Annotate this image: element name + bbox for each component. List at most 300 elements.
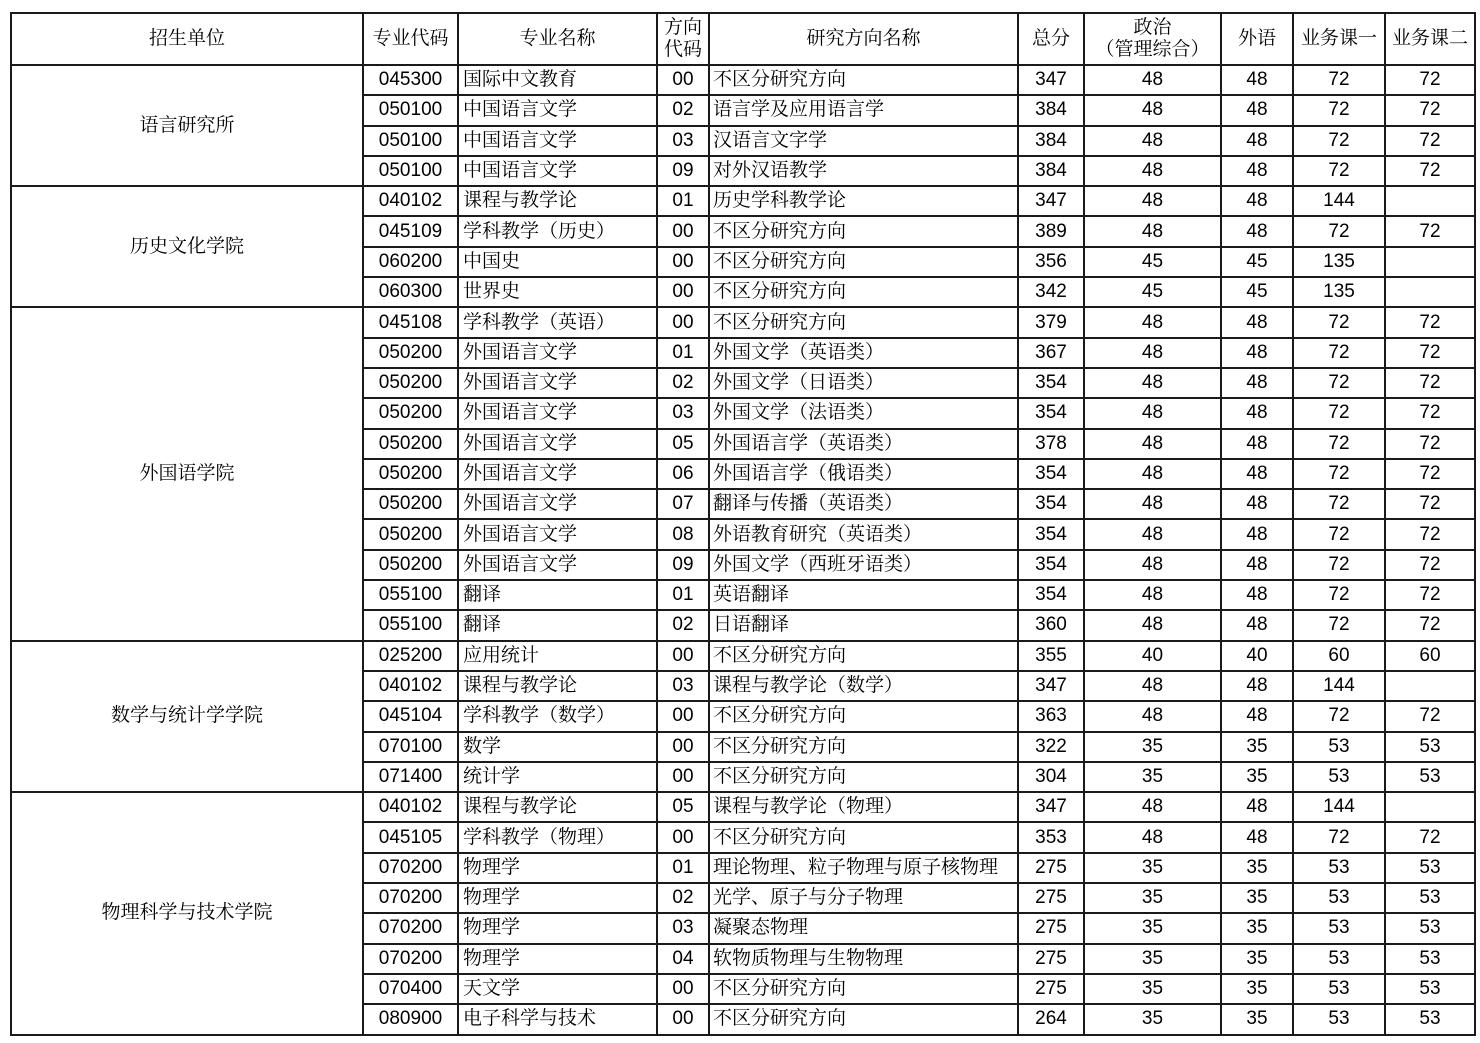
course2-score-cell: 72 (1385, 126, 1475, 156)
foreign-language-score-cell: 48 (1221, 126, 1293, 156)
foreign-language-score-cell: 48 (1221, 307, 1293, 337)
major-code-cell: 060300 (363, 277, 458, 307)
direction-name-cell: 课程与教学论（数学） (709, 671, 1018, 701)
direction-name-cell: 对外汉语教学 (709, 156, 1018, 186)
major-name-cell: 翻译 (458, 610, 657, 640)
course1-score-cell: 53 (1293, 732, 1385, 762)
direction-code-cell: 03 (657, 398, 709, 428)
politics-score-cell: 35 (1084, 974, 1221, 1004)
foreign-language-score-cell: 35 (1221, 853, 1293, 883)
politics-score-cell: 45 (1084, 247, 1221, 277)
total-score-cell: 275 (1018, 944, 1084, 974)
politics-score-cell: 48 (1084, 489, 1221, 519)
course2-score-cell: 53 (1385, 913, 1475, 943)
foreign-language-score-cell: 48 (1221, 216, 1293, 246)
politics-score-cell: 48 (1084, 671, 1221, 701)
politics-score-cell: 48 (1084, 126, 1221, 156)
major-name-cell: 应用统计 (458, 641, 657, 671)
politics-score-cell: 35 (1084, 762, 1221, 792)
foreign-language-score-cell: 48 (1221, 429, 1293, 459)
major-code-cell: 070100 (363, 732, 458, 762)
direction-name-cell: 不区分研究方向 (709, 65, 1018, 95)
direction-name-cell: 外国文学（日语类） (709, 368, 1018, 398)
major-code-cell: 080900 (363, 1004, 458, 1034)
course1-score-cell: 72 (1293, 580, 1385, 610)
politics-score-cell: 48 (1084, 701, 1221, 731)
foreign-language-score-cell: 35 (1221, 1004, 1293, 1034)
table-row (11, 641, 1475, 671)
major-name-cell: 天文学 (458, 974, 657, 1004)
total-score-cell: 275 (1018, 913, 1084, 943)
course2-score-cell: 53 (1385, 974, 1475, 1004)
total-score-cell: 275 (1018, 853, 1084, 883)
major-code-cell: 045104 (363, 701, 458, 731)
major-name-cell: 物理学 (458, 913, 657, 943)
direction-name-cell: 外国语言学（俄语类） (709, 459, 1018, 489)
major-code-cell: 070200 (363, 913, 458, 943)
total-score-cell: 367 (1018, 338, 1084, 368)
direction-name-cell: 外国语言学（英语类） (709, 429, 1018, 459)
course2-score-cell: 72 (1385, 519, 1475, 549)
major-name-cell: 中国语言文学 (458, 95, 657, 125)
course2-score-cell: 72 (1385, 307, 1475, 337)
header-politics-line2: （管理综合） (1095, 39, 1210, 60)
direction-code-cell: 00 (657, 701, 709, 731)
politics-score-cell: 48 (1084, 216, 1221, 246)
total-score-cell: 264 (1018, 1004, 1084, 1034)
direction-name-cell: 凝聚态物理 (709, 913, 1018, 943)
direction-name-cell: 历史学科教学论 (709, 186, 1018, 216)
major-code-cell: 070200 (363, 853, 458, 883)
header-direction-code-line1: 方向 (663, 17, 702, 38)
politics-score-cell: 48 (1084, 156, 1221, 186)
header-total: 总分 (1018, 13, 1084, 65)
course2-score-cell: 72 (1385, 429, 1475, 459)
direction-code-cell: 00 (657, 974, 709, 1004)
direction-code-cell: 09 (657, 156, 709, 186)
direction-name-cell: 英语翻译 (709, 580, 1018, 610)
direction-name-cell: 不区分研究方向 (709, 822, 1018, 852)
course1-score-cell: 72 (1293, 307, 1385, 337)
politics-score-cell: 48 (1084, 429, 1221, 459)
total-score-cell: 354 (1018, 368, 1084, 398)
header-direction-code (657, 13, 709, 65)
politics-score-cell: 40 (1084, 641, 1221, 671)
direction-name-cell: 外语教育研究（英语类） (709, 519, 1018, 549)
course1-score-cell: 72 (1293, 65, 1385, 95)
direction-code-cell: 06 (657, 459, 709, 489)
course2-score-cell: 53 (1385, 883, 1475, 913)
major-name-cell: 电子科学与技术 (458, 1004, 657, 1034)
politics-score-cell: 48 (1084, 580, 1221, 610)
major-code-cell: 055100 (363, 580, 458, 610)
major-name-cell: 课程与教学论 (458, 671, 657, 701)
course1-score-cell: 72 (1293, 459, 1385, 489)
direction-code-cell: 00 (657, 762, 709, 792)
course2-score-cell: 53 (1385, 853, 1475, 883)
course1-score-cell: 72 (1293, 156, 1385, 186)
course1-score-cell: 60 (1293, 641, 1385, 671)
major-code-cell: 070400 (363, 974, 458, 1004)
major-code-cell: 045300 (363, 65, 458, 95)
course1-score-cell: 72 (1293, 519, 1385, 549)
course1-score-cell: 72 (1293, 126, 1385, 156)
major-name-cell: 外国语言文学 (458, 398, 657, 428)
foreign-language-score-cell: 48 (1221, 550, 1293, 580)
direction-code-cell: 02 (657, 368, 709, 398)
major-code-cell: 050200 (363, 459, 458, 489)
major-code-cell: 050200 (363, 338, 458, 368)
politics-score-cell: 48 (1084, 550, 1221, 580)
direction-code-cell: 00 (657, 65, 709, 95)
foreign-language-score-cell: 48 (1221, 338, 1293, 368)
foreign-language-score-cell: 48 (1221, 580, 1293, 610)
direction-name-cell: 不区分研究方向 (709, 641, 1018, 671)
direction-code-cell: 03 (657, 671, 709, 701)
direction-code-cell: 00 (657, 216, 709, 246)
major-name-cell: 外国语言文学 (458, 429, 657, 459)
direction-code-cell: 07 (657, 489, 709, 519)
politics-score-cell: 35 (1084, 853, 1221, 883)
direction-name-cell: 外国文学（英语类） (709, 338, 1018, 368)
course1-score-cell: 144 (1293, 186, 1385, 216)
foreign-language-score-cell: 35 (1221, 913, 1293, 943)
foreign-language-score-cell: 48 (1221, 186, 1293, 216)
direction-name-cell: 理论物理、粒子物理与原子核物理 (709, 853, 1018, 883)
direction-code-cell: 03 (657, 913, 709, 943)
course2-score-cell: 72 (1385, 580, 1475, 610)
major-code-cell: 050200 (363, 550, 458, 580)
major-code-cell: 050200 (363, 368, 458, 398)
course2-score-cell (1385, 277, 1475, 307)
foreign-language-score-cell: 35 (1221, 732, 1293, 762)
header-unit: 招生单位 (11, 13, 363, 65)
foreign-language-score-cell: 48 (1221, 701, 1293, 731)
course2-score-cell: 72 (1385, 701, 1475, 731)
major-name-cell: 学科教学（数学） (458, 701, 657, 731)
politics-score-cell: 35 (1084, 1004, 1221, 1034)
course2-score-cell: 72 (1385, 338, 1475, 368)
major-code-cell: 040102 (363, 186, 458, 216)
direction-name-cell: 外国文学（法语类） (709, 398, 1018, 428)
course2-score-cell (1385, 792, 1475, 822)
direction-code-cell: 03 (657, 126, 709, 156)
course2-score-cell (1385, 247, 1475, 277)
major-name-cell: 国际中文教育 (458, 65, 657, 95)
course2-score-cell: 72 (1385, 610, 1475, 640)
course1-score-cell: 72 (1293, 429, 1385, 459)
direction-code-cell: 00 (657, 822, 709, 852)
header-direction-name: 研究方向名称 (709, 13, 1018, 65)
direction-name-cell: 软物质物理与生物物理 (709, 944, 1018, 974)
direction-code-cell: 09 (657, 550, 709, 580)
direction-code-cell: 05 (657, 429, 709, 459)
politics-score-cell: 35 (1084, 944, 1221, 974)
major-name-cell: 课程与教学论 (458, 186, 657, 216)
direction-code-cell: 00 (657, 1004, 709, 1034)
header-row (11, 13, 1475, 65)
foreign-language-score-cell: 48 (1221, 519, 1293, 549)
direction-code-cell: 01 (657, 186, 709, 216)
course1-score-cell: 135 (1293, 247, 1385, 277)
major-code-cell: 050100 (363, 156, 458, 186)
politics-score-cell: 48 (1084, 519, 1221, 549)
politics-score-cell: 48 (1084, 398, 1221, 428)
course2-score-cell: 53 (1385, 762, 1475, 792)
course2-score-cell: 72 (1385, 459, 1475, 489)
course1-score-cell: 72 (1293, 550, 1385, 580)
major-name-cell: 物理学 (458, 853, 657, 883)
course1-score-cell: 135 (1293, 277, 1385, 307)
course1-score-cell: 53 (1293, 853, 1385, 883)
total-score-cell: 360 (1018, 610, 1084, 640)
major-name-cell: 物理学 (458, 883, 657, 913)
major-name-cell: 学科教学（物理） (458, 822, 657, 852)
total-score-cell: 363 (1018, 701, 1084, 731)
foreign-language-score-cell: 48 (1221, 792, 1293, 822)
direction-code-cell: 04 (657, 944, 709, 974)
foreign-language-score-cell: 48 (1221, 671, 1293, 701)
direction-name-cell: 语言学及应用语言学 (709, 95, 1018, 125)
major-code-cell: 050200 (363, 398, 458, 428)
course2-score-cell: 72 (1385, 398, 1475, 428)
total-score-cell: 354 (1018, 519, 1084, 549)
major-name-cell: 数学 (458, 732, 657, 762)
course1-score-cell: 53 (1293, 883, 1385, 913)
politics-score-cell: 35 (1084, 883, 1221, 913)
direction-code-cell: 00 (657, 641, 709, 671)
total-score-cell: 384 (1018, 126, 1084, 156)
course2-score-cell: 72 (1385, 216, 1475, 246)
total-score-cell: 378 (1018, 429, 1084, 459)
header-course1: 业务课一 (1293, 13, 1385, 65)
table-header (11, 13, 1475, 65)
direction-name-cell: 不区分研究方向 (709, 701, 1018, 731)
total-score-cell: 353 (1018, 822, 1084, 852)
foreign-language-score-cell: 48 (1221, 95, 1293, 125)
total-score-cell: 275 (1018, 974, 1084, 1004)
direction-code-cell: 02 (657, 610, 709, 640)
foreign-language-score-cell: 48 (1221, 610, 1293, 640)
total-score-cell: 342 (1018, 277, 1084, 307)
course1-score-cell: 72 (1293, 701, 1385, 731)
foreign-language-score-cell: 48 (1221, 65, 1293, 95)
foreign-language-score-cell: 45 (1221, 247, 1293, 277)
table-row (11, 65, 1475, 95)
politics-score-cell: 48 (1084, 65, 1221, 95)
direction-name-cell: 汉语言文字学 (709, 126, 1018, 156)
direction-name-cell: 不区分研究方向 (709, 247, 1018, 277)
course2-score-cell (1385, 671, 1475, 701)
total-score-cell: 384 (1018, 156, 1084, 186)
foreign-language-score-cell: 48 (1221, 398, 1293, 428)
foreign-language-score-cell: 35 (1221, 762, 1293, 792)
politics-score-cell: 45 (1084, 277, 1221, 307)
course1-score-cell: 53 (1293, 913, 1385, 943)
course2-score-cell: 72 (1385, 550, 1475, 580)
course2-score-cell: 53 (1385, 1004, 1475, 1034)
course2-score-cell: 72 (1385, 95, 1475, 125)
total-score-cell: 275 (1018, 883, 1084, 913)
direction-name-cell: 不区分研究方向 (709, 762, 1018, 792)
table-row (11, 792, 1475, 822)
total-score-cell: 379 (1018, 307, 1084, 337)
foreign-language-score-cell: 45 (1221, 277, 1293, 307)
table-body (11, 65, 1475, 1035)
direction-code-cell: 08 (657, 519, 709, 549)
major-code-cell: 045109 (363, 216, 458, 246)
foreign-language-score-cell: 35 (1221, 974, 1293, 1004)
direction-name-cell: 课程与教学论（物理） (709, 792, 1018, 822)
major-name-cell: 中国语言文学 (458, 156, 657, 186)
major-name-cell: 统计学 (458, 762, 657, 792)
major-code-cell: 050200 (363, 489, 458, 519)
course1-score-cell: 53 (1293, 762, 1385, 792)
major-name-cell: 外国语言文学 (458, 338, 657, 368)
major-name-cell: 课程与教学论 (458, 792, 657, 822)
unit-cell: 语言研究所 (11, 65, 363, 186)
major-name-cell: 外国语言文学 (458, 368, 657, 398)
header-major-code: 专业代码 (363, 13, 458, 65)
total-score-cell: 355 (1018, 641, 1084, 671)
major-code-cell: 045108 (363, 307, 458, 337)
direction-code-cell: 01 (657, 338, 709, 368)
direction-code-cell: 00 (657, 277, 709, 307)
total-score-cell: 354 (1018, 550, 1084, 580)
major-name-cell: 世界史 (458, 277, 657, 307)
direction-name-cell: 外国文学（西班牙语类） (709, 550, 1018, 580)
politics-score-cell: 48 (1084, 792, 1221, 822)
direction-name-cell: 不区分研究方向 (709, 732, 1018, 762)
direction-name-cell: 不区分研究方向 (709, 1004, 1018, 1034)
major-name-cell: 外国语言文学 (458, 550, 657, 580)
total-score-cell: 347 (1018, 186, 1084, 216)
course1-score-cell: 72 (1293, 216, 1385, 246)
unit-cell: 数学与统计学学院 (11, 641, 363, 792)
foreign-language-score-cell: 40 (1221, 641, 1293, 671)
course1-score-cell: 72 (1293, 610, 1385, 640)
direction-name-cell: 不区分研究方向 (709, 974, 1018, 1004)
direction-code-cell: 02 (657, 883, 709, 913)
politics-score-cell: 48 (1084, 95, 1221, 125)
header-politics-line1: 政治 (1133, 17, 1172, 38)
course1-score-cell: 53 (1293, 974, 1385, 1004)
direction-code-cell: 02 (657, 95, 709, 125)
major-name-cell: 物理学 (458, 944, 657, 974)
direction-name-cell: 不区分研究方向 (709, 307, 1018, 337)
table-row (11, 307, 1475, 337)
major-code-cell: 050100 (363, 95, 458, 125)
course2-score-cell: 60 (1385, 641, 1475, 671)
total-score-cell: 384 (1018, 95, 1084, 125)
major-code-cell: 071400 (363, 762, 458, 792)
major-code-cell: 060200 (363, 247, 458, 277)
course1-score-cell: 72 (1293, 398, 1385, 428)
politics-score-cell: 48 (1084, 459, 1221, 489)
course1-score-cell: 53 (1293, 944, 1385, 974)
direction-name-cell: 光学、原子与分子物理 (709, 883, 1018, 913)
total-score-cell: 356 (1018, 247, 1084, 277)
major-name-cell: 学科教学（历史） (458, 216, 657, 246)
politics-score-cell: 35 (1084, 732, 1221, 762)
politics-score-cell: 48 (1084, 822, 1221, 852)
politics-score-cell: 48 (1084, 338, 1221, 368)
foreign-language-score-cell: 35 (1221, 944, 1293, 974)
unit-cell: 物理科学与技术学院 (11, 792, 363, 1034)
total-score-cell: 347 (1018, 792, 1084, 822)
total-score-cell: 354 (1018, 398, 1084, 428)
major-name-cell: 外国语言文学 (458, 489, 657, 519)
total-score-cell: 354 (1018, 580, 1084, 610)
total-score-cell: 322 (1018, 732, 1084, 762)
major-code-cell: 050200 (363, 519, 458, 549)
direction-name-cell: 翻译与传播（英语类） (709, 489, 1018, 519)
major-code-cell: 055100 (363, 610, 458, 640)
unit-cell: 历史文化学院 (11, 186, 363, 307)
politics-score-cell: 35 (1084, 913, 1221, 943)
total-score-cell: 347 (1018, 65, 1084, 95)
direction-code-cell: 01 (657, 853, 709, 883)
major-name-cell: 外国语言文学 (458, 459, 657, 489)
course2-score-cell: 72 (1385, 822, 1475, 852)
course2-score-cell: 72 (1385, 368, 1475, 398)
course1-score-cell: 144 (1293, 792, 1385, 822)
foreign-language-score-cell: 35 (1221, 883, 1293, 913)
unit-cell: 外国语学院 (11, 307, 363, 640)
course1-score-cell: 72 (1293, 95, 1385, 125)
major-code-cell: 025200 (363, 641, 458, 671)
total-score-cell: 304 (1018, 762, 1084, 792)
direction-name-cell: 日语翻译 (709, 610, 1018, 640)
major-name-cell: 外国语言文学 (458, 519, 657, 549)
course1-score-cell: 72 (1293, 489, 1385, 519)
header-course2: 业务课二 (1385, 13, 1475, 65)
major-code-cell: 070200 (363, 883, 458, 913)
direction-code-cell: 05 (657, 792, 709, 822)
total-score-cell: 389 (1018, 216, 1084, 246)
major-name-cell: 中国史 (458, 247, 657, 277)
major-code-cell: 040102 (363, 792, 458, 822)
header-foreign-language: 外语 (1221, 13, 1293, 65)
major-code-cell: 045105 (363, 822, 458, 852)
politics-score-cell: 48 (1084, 368, 1221, 398)
foreign-language-score-cell: 48 (1221, 156, 1293, 186)
course2-score-cell: 53 (1385, 944, 1475, 974)
direction-name-cell: 不区分研究方向 (709, 277, 1018, 307)
foreign-language-score-cell: 48 (1221, 459, 1293, 489)
total-score-cell: 354 (1018, 459, 1084, 489)
major-code-cell: 050100 (363, 126, 458, 156)
foreign-language-score-cell: 48 (1221, 822, 1293, 852)
total-score-cell: 354 (1018, 489, 1084, 519)
major-name-cell: 中国语言文学 (458, 126, 657, 156)
major-code-cell: 040102 (363, 671, 458, 701)
course1-score-cell: 72 (1293, 822, 1385, 852)
table-row (11, 186, 1475, 216)
direction-name-cell: 不区分研究方向 (709, 216, 1018, 246)
major-code-cell: 070200 (363, 944, 458, 974)
course2-score-cell: 72 (1385, 489, 1475, 519)
course1-score-cell: 72 (1293, 338, 1385, 368)
course1-score-cell: 72 (1293, 368, 1385, 398)
major-name-cell: 学科教学（英语） (458, 307, 657, 337)
major-name-cell: 翻译 (458, 580, 657, 610)
course2-score-cell: 72 (1385, 65, 1475, 95)
header-politics (1084, 13, 1221, 65)
direction-code-cell: 00 (657, 307, 709, 337)
score-table (10, 12, 1476, 1036)
course1-score-cell: 53 (1293, 1004, 1385, 1034)
